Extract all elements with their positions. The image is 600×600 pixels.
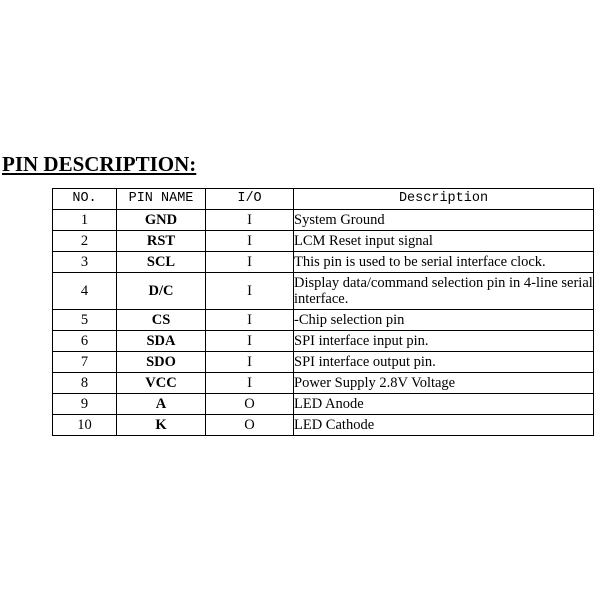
column-header-description: Description bbox=[294, 189, 594, 210]
pin-name: RST bbox=[117, 231, 206, 252]
table-row bbox=[53, 210, 594, 231]
pin-number: 1 bbox=[53, 210, 117, 231]
pin-number: 10 bbox=[53, 415, 117, 436]
pin-number: 5 bbox=[53, 310, 117, 331]
pin-description: LED Cathode bbox=[294, 415, 594, 436]
pin-number: 6 bbox=[53, 331, 117, 352]
pin-io: I bbox=[206, 273, 294, 310]
pin-name: D/C bbox=[117, 273, 206, 310]
pin-name: VCC bbox=[117, 373, 206, 394]
pin-description: LED Anode bbox=[294, 394, 594, 415]
pin-name: GND bbox=[117, 210, 206, 231]
table-header-row bbox=[53, 189, 594, 210]
pin-io: I bbox=[206, 373, 294, 394]
table-row bbox=[53, 273, 594, 310]
table-row bbox=[53, 394, 594, 415]
pin-io: I bbox=[206, 331, 294, 352]
pin-number: 2 bbox=[53, 231, 117, 252]
pin-io: O bbox=[206, 394, 294, 415]
table-row bbox=[53, 310, 594, 331]
pin-name: K bbox=[117, 415, 206, 436]
table-row bbox=[53, 415, 594, 436]
page-title: PIN DESCRIPTION: bbox=[2, 152, 197, 176]
pin-io: O bbox=[206, 415, 294, 436]
pin-number: 4 bbox=[53, 273, 117, 310]
pin-number: 7 bbox=[53, 352, 117, 373]
pin-name: CS bbox=[117, 310, 206, 331]
table-row bbox=[53, 231, 594, 252]
pin-description: LCM Reset input signal bbox=[294, 231, 594, 252]
table-row bbox=[53, 252, 594, 273]
pin-io: I bbox=[206, 231, 294, 252]
pin-name: A bbox=[117, 394, 206, 415]
table-row bbox=[53, 373, 594, 394]
pin-description: Power Supply 2.8V Voltage bbox=[294, 373, 594, 394]
column-header-no: NO. bbox=[53, 189, 117, 210]
pin-number: 3 bbox=[53, 252, 117, 273]
table-row bbox=[53, 352, 594, 373]
pin-description: SPI interface output pin. bbox=[294, 352, 594, 373]
pin-io: I bbox=[206, 352, 294, 373]
pin-number: 9 bbox=[53, 394, 117, 415]
pin-description: Display data/command selection pin in 4-line serial interface. bbox=[294, 273, 594, 310]
pin-description-table bbox=[52, 188, 594, 436]
pin-name: SDA bbox=[117, 331, 206, 352]
pin-io: I bbox=[206, 310, 294, 331]
table-row bbox=[53, 331, 594, 352]
pin-number: 8 bbox=[53, 373, 117, 394]
pin-description: System Ground bbox=[294, 210, 594, 231]
pin-io: I bbox=[206, 252, 294, 273]
column-header-io: I/O bbox=[206, 189, 294, 210]
pin-name: SCL bbox=[117, 252, 206, 273]
pin-description: -Chip selection pin bbox=[294, 310, 594, 331]
pin-description: SPI interface input pin. bbox=[294, 331, 594, 352]
column-header-pin-name: PIN NAME bbox=[117, 189, 206, 210]
pin-name: SDO bbox=[117, 352, 206, 373]
pin-io: I bbox=[206, 210, 294, 231]
pin-description: This pin is used to be serial interface clock. bbox=[294, 252, 594, 273]
